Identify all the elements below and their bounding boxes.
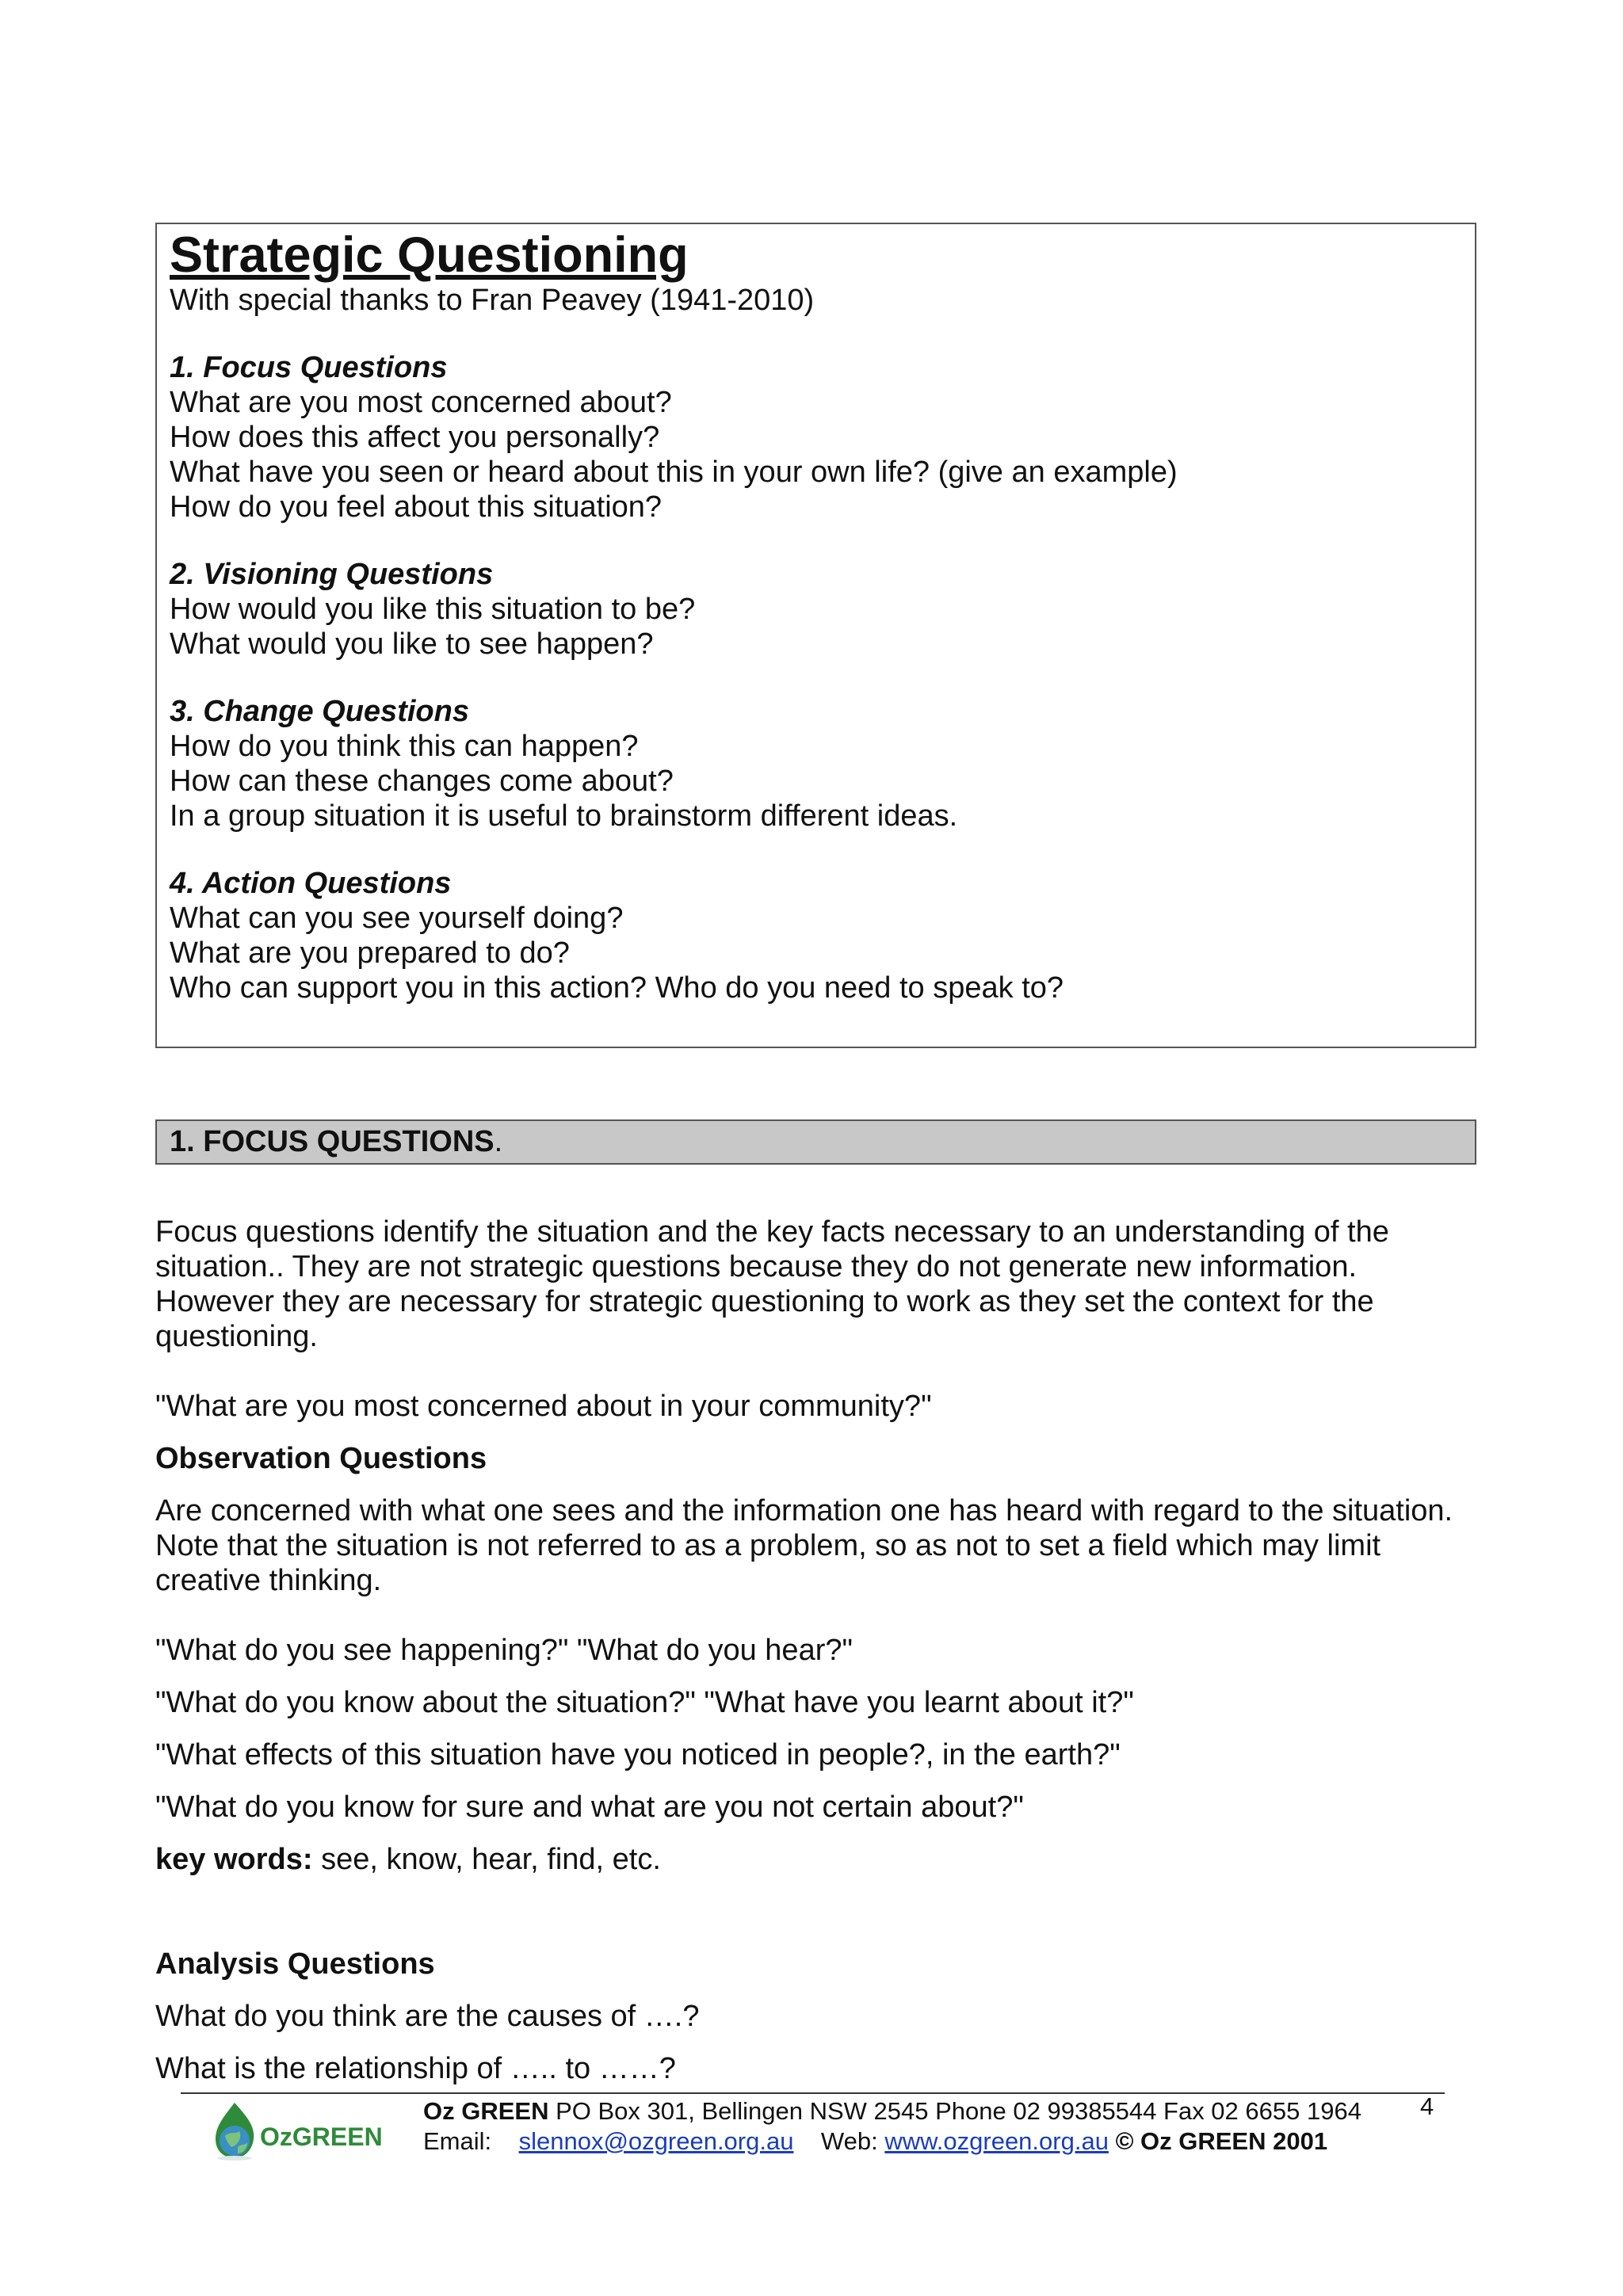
question-line: How can these changes come about? [170,765,674,798]
question-line: What are you prepared to do? [170,936,570,970]
page-number: 4 [1420,2092,1434,2120]
observation-line: creative thinking. [155,1564,382,1597]
footer-rule [181,2092,1445,2094]
body-text [155,1215,1503,2086]
example-question: "What are you most concerned about in your community?" [155,1390,932,1423]
observation-example: "What do you know about the situation?" "What have you learnt about it?" [155,1686,1134,1719]
email-link[interactable]: slennox@ozgreen.org.au [518,2127,794,2155]
analysis-line: What is the relationship of ….. to ……? [155,2052,676,2085]
summary-box [155,223,1476,1048]
question-group-focus [170,350,1462,524]
intro-line: However they are necessary for strategic questioning to work as they set the context for the [155,1285,1374,1318]
intro-line: Focus questions identify the situation and the key facts necessary to an understanding of the [155,1215,1389,1249]
observation-line: Note that the situation is not referred to as a problem, so as not to set a field which may limit [155,1529,1381,1562]
footer-contact [423,2096,1361,2157]
ozgreen-logo [209,2100,391,2163]
key-words-label: key words: [155,1843,313,1876]
email-label: Email: [423,2127,492,2155]
observation-example: "What effects of this situation have you noticed in people?, in the earth?" [155,1738,1121,1772]
question-group-action [170,866,1462,1005]
question-line: What are you most concerned about? [170,386,672,419]
analysis-line: What do you think are the causes of ….? [155,2000,700,2033]
observation-example: "What do you see happening?" "What do you hear?" [155,1634,853,1667]
question-line: How does this affect you personally? [170,421,660,454]
question-group-change [170,694,1462,833]
question-group-heading: 3. Change Questions [170,695,469,728]
question-line: In a group situation it is useful to brainstorm different ideas. [170,799,958,833]
logo-text: OzGREEN [260,2122,383,2151]
footer-address: PO Box 301, Bellingen NSW 2545 Phone 02 99385544 Fax 02 6655 1964 [548,2097,1361,2125]
question-group-heading: 1. Focus Questions [170,351,448,384]
intro-line: questioning. [155,1320,318,1353]
question-line: What have you seen or heard about this in your own life? (give an example) [170,456,1178,489]
question-line: What would you like to see happen? [170,627,654,661]
intro-line: situation.. They are not strategic questions because they do not generate new information. [155,1250,1358,1283]
question-line: Who can support you in this action? Who do you need to speak to? [170,971,1064,1005]
footer-address-line [423,2096,1361,2126]
footer-org: Oz GREEN [423,2097,549,2125]
question-group-visioning [170,557,1462,662]
question-line: How would you like this situation to be? [170,593,696,626]
observation-example: "What do you know for sure and what are you not certain about?" [155,1791,1024,1824]
question-line: How do you think this can happen? [170,730,639,763]
web-link[interactable]: www.ozgreen.org.au [884,2127,1109,2155]
section-heading-bar [155,1119,1476,1165]
web-label: Web: [820,2127,878,2155]
question-line: What can you see yourself doing? [170,902,624,935]
key-words-line [155,1842,1503,1877]
copyright: © Oz GREEN 2001 [1115,2127,1328,2155]
question-line: How do you feel about this situation? [170,490,663,524]
key-words-text: see, know, hear, find, etc. [312,1843,661,1876]
footer-links-line [423,2126,1361,2157]
document-subtitle: With special thanks to Fran Peavey (1941-2010) [170,284,815,317]
section-heading: 1. FOCUS QUESTIONS [170,1125,495,1158]
question-group-heading: 2. Visioning Questions [170,558,494,591]
observation-line: Are concerned with what one sees and the information one has heard with regard to the situation. [155,1494,1453,1527]
globe-leaf-icon [209,2100,391,2163]
analysis-heading: Analysis Questions [155,1947,435,1981]
section-heading-suffix: . [494,1125,503,1158]
question-group-heading: 4. Action Questions [170,867,452,900]
observation-heading: Observation Questions [155,1442,487,1475]
document-title: Strategic Questioning [170,227,689,283]
